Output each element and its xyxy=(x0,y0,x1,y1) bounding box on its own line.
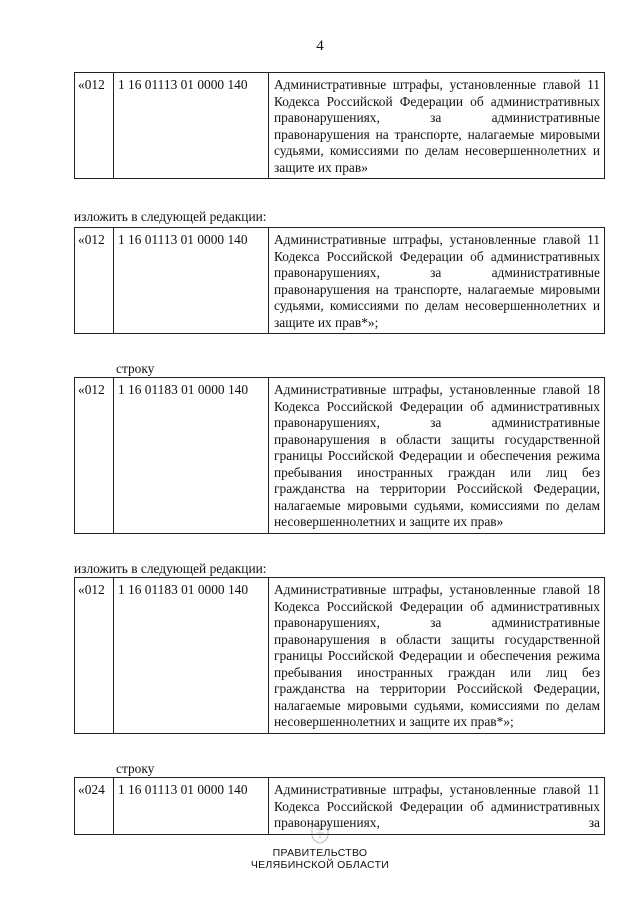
description-cell: Административные штрафы, установленные главой 11 Кодекса Российской Федерации об административных правонарушениях, за административные правонарушения на транспорте, налагаемые мировыми судьями, комиссиями по делам несовершеннолетних и защите их прав» xyxy=(269,73,605,179)
page-number: 4 xyxy=(316,38,324,54)
table-row xyxy=(75,378,605,534)
table-row xyxy=(75,578,605,734)
coat-of-arms-icon xyxy=(307,822,333,844)
row-caption: строку xyxy=(116,761,155,776)
admin-code-cell: «024 xyxy=(75,778,114,835)
admin-code-cell: «012 xyxy=(75,228,114,334)
replace-caption: изложить в следующей редакции: xyxy=(74,561,267,576)
footer-line: ЧЕЛЯБИНСКОЙ ОБЛАСТИ xyxy=(250,859,390,871)
budget-table-block xyxy=(74,777,605,835)
kbk-code-cell: 1 16 01113 01 0000 140 xyxy=(114,778,269,835)
budget-table-block xyxy=(74,227,605,334)
budget-table-block xyxy=(74,577,605,734)
table-row xyxy=(75,778,605,835)
admin-code-cell: «012 xyxy=(75,378,114,534)
footer-line: ПРАВИТЕЛЬСТВО xyxy=(272,847,368,859)
admin-code-cell: «012 xyxy=(75,73,114,179)
description-cell: Административные штрафы, установленные главой 18 Кодекса Российской Федерации об административных правонарушениях, за административные правонарушения в области защиты государственной границы Российской Федерации и обеспечения режима пребывания иностранных граждан или лиц без гражданства на территории Российской Федерации, налагаемые мировыми судьями, комиссиями по делам несовершеннолетних и защите их прав» xyxy=(269,378,605,534)
kbk-code-cell: 1 16 01113 01 0000 140 xyxy=(114,228,269,334)
kbk-code-cell: 1 16 01113 01 0000 140 xyxy=(114,73,269,179)
table-row xyxy=(75,228,605,334)
budget-table-block xyxy=(74,72,605,179)
replace-caption: изложить в следующей редакции: xyxy=(74,209,267,224)
budget-table-block xyxy=(74,377,605,534)
description-cell: Административные штрафы, установленные главой 11 Кодекса Российской Федерации об административных правонарушениях, за административные правонарушения на транспорте, налагаемые мировыми судьями, комиссиями по делам несовершеннолетних и защите их прав*»; xyxy=(269,228,605,334)
description-cell: Административные штрафы, установленные главой 11 Кодекса Российской Федерации об административных правонарушениях, за xyxy=(269,778,605,835)
kbk-code-cell: 1 16 01183 01 0000 140 xyxy=(114,578,269,734)
issuer-footer xyxy=(0,847,640,871)
kbk-code-cell: 1 16 01183 01 0000 140 xyxy=(114,378,269,534)
table-row xyxy=(75,73,605,179)
row-caption: строку xyxy=(116,361,155,376)
admin-code-cell: «012 xyxy=(75,578,114,734)
description-cell: Административные штрафы, установленные главой 18 Кодекса Российской Федерации об административных правонарушениях, за административные правонарушения в области защиты государственной границы Российской Федерации и обеспечения режима пребывания иностранных граждан или лиц без гражданства на территории Российской Федерации, налагаемые мировыми судьями, комиссиями по делам несовершеннолетних и защите их прав*»; xyxy=(269,578,605,734)
